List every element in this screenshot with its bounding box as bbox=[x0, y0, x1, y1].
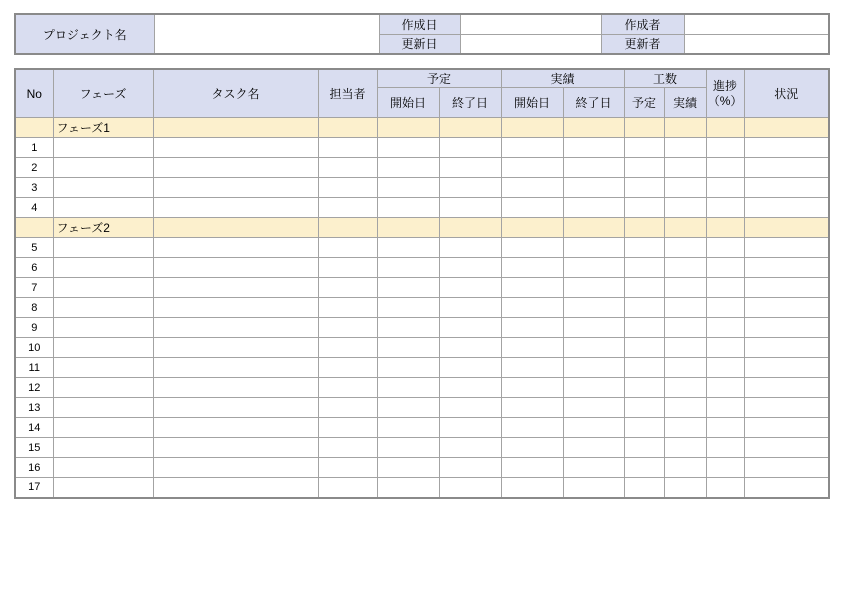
task-effort-actual-cell[interactable] bbox=[664, 438, 706, 458]
task-status-cell[interactable] bbox=[744, 138, 829, 158]
progress-label-line2: （%） bbox=[707, 93, 743, 108]
task-status-cell[interactable] bbox=[744, 378, 829, 398]
task-assignee-cell[interactable] bbox=[318, 258, 377, 278]
task-effort-planned-cell[interactable] bbox=[624, 358, 664, 378]
task-task-name-cell[interactable] bbox=[153, 358, 318, 378]
col-header-planned-end: 終了日 bbox=[439, 88, 501, 118]
task-actual-start-cell[interactable] bbox=[501, 438, 563, 458]
phase-effort-actual-cell[interactable] bbox=[664, 218, 706, 238]
col-header-no: No bbox=[15, 69, 53, 118]
task-actual-start-cell[interactable] bbox=[501, 238, 563, 258]
task-task-name-cell[interactable] bbox=[153, 378, 318, 398]
task-effort-planned-cell[interactable] bbox=[624, 178, 664, 198]
task-effort-planned-cell[interactable] bbox=[624, 138, 664, 158]
task-planned-end-cell[interactable] bbox=[439, 318, 501, 338]
row-no-cell: 14 bbox=[15, 418, 53, 438]
task-actual-end-cell[interactable] bbox=[563, 158, 624, 178]
task-effort-actual-cell[interactable] bbox=[664, 258, 706, 278]
task-actual-end-cell[interactable] bbox=[563, 358, 624, 378]
task-phase-cell[interactable] bbox=[53, 378, 153, 398]
task-task-name-cell[interactable] bbox=[153, 478, 318, 498]
task-actual-start-cell[interactable] bbox=[501, 298, 563, 318]
task-planned-start-cell[interactable] bbox=[377, 418, 439, 438]
task-effort-planned-cell[interactable] bbox=[624, 438, 664, 458]
task-phase-cell[interactable] bbox=[53, 158, 153, 178]
task-progress-cell[interactable] bbox=[706, 478, 744, 498]
task-progress-cell[interactable] bbox=[706, 318, 744, 338]
task-table-body bbox=[15, 118, 829, 498]
task-phase-cell[interactable] bbox=[53, 458, 153, 478]
task-status-cell[interactable] bbox=[744, 258, 829, 278]
task-actual-end-cell[interactable] bbox=[563, 198, 624, 218]
row-no-cell: 8 bbox=[15, 298, 53, 318]
task-planned-end-cell[interactable] bbox=[439, 378, 501, 398]
task-task-name-cell[interactable] bbox=[153, 398, 318, 418]
task-effort-actual-cell[interactable] bbox=[664, 338, 706, 358]
col-header-task-name: タスク名 bbox=[153, 69, 318, 118]
task-actual-start-cell[interactable] bbox=[501, 398, 563, 418]
project-name-value[interactable] bbox=[154, 14, 379, 54]
row-no-cell: 1 bbox=[15, 138, 53, 158]
task-task-name-cell[interactable] bbox=[153, 278, 318, 298]
task-planned-end-cell[interactable] bbox=[439, 198, 501, 218]
created-by-value[interactable] bbox=[684, 14, 829, 34]
task-planned-end-cell[interactable] bbox=[439, 418, 501, 438]
task-row bbox=[15, 358, 829, 378]
task-status-cell[interactable] bbox=[744, 238, 829, 258]
task-effort-actual-cell[interactable] bbox=[664, 478, 706, 498]
task-row bbox=[15, 138, 829, 158]
task-row bbox=[15, 318, 829, 338]
task-actual-start-cell[interactable] bbox=[501, 358, 563, 378]
row-no-cell: 7 bbox=[15, 278, 53, 298]
task-planned-end-cell[interactable] bbox=[439, 478, 501, 498]
task-progress-cell[interactable] bbox=[706, 158, 744, 178]
task-status-cell[interactable] bbox=[744, 438, 829, 458]
phase-effort-actual-cell[interactable] bbox=[664, 118, 706, 138]
task-assignee-cell[interactable] bbox=[318, 418, 377, 438]
row-no-cell: 4 bbox=[15, 198, 53, 218]
phase-actual-end-cell[interactable] bbox=[563, 218, 624, 238]
task-effort-planned-cell[interactable] bbox=[624, 378, 664, 398]
task-progress-cell[interactable] bbox=[706, 398, 744, 418]
row-no-cell: 10 bbox=[15, 338, 53, 358]
phase-task-name-cell[interactable] bbox=[153, 218, 318, 238]
row-no-cell: 11 bbox=[15, 358, 53, 378]
project-name-label: プロジェクト名 bbox=[15, 14, 154, 54]
col-header-actual-end: 終了日 bbox=[563, 88, 624, 118]
updated-date-label: 更新日 bbox=[379, 34, 460, 54]
task-progress-cell[interactable] bbox=[706, 298, 744, 318]
task-phase-cell[interactable] bbox=[53, 438, 153, 458]
progress-label-line1: 進捗 bbox=[713, 78, 738, 93]
task-actual-start-cell[interactable] bbox=[501, 338, 563, 358]
task-task-name-cell[interactable] bbox=[153, 258, 318, 278]
row-no-cell: 5 bbox=[15, 238, 53, 258]
task-row bbox=[15, 478, 829, 498]
col-header-status: 状況 bbox=[744, 69, 829, 118]
task-effort-planned-cell[interactable] bbox=[624, 158, 664, 178]
phase-progress-cell[interactable] bbox=[706, 218, 744, 238]
task-planned-start-cell[interactable] bbox=[377, 138, 439, 158]
task-assignee-cell[interactable] bbox=[318, 278, 377, 298]
task-effort-planned-cell[interactable] bbox=[624, 458, 664, 478]
task-effort-planned-cell[interactable] bbox=[624, 258, 664, 278]
phase-header-row bbox=[15, 218, 829, 238]
task-phase-cell[interactable] bbox=[53, 138, 153, 158]
phase-planned-start-cell[interactable] bbox=[377, 118, 439, 138]
col-group-planned: 予定 bbox=[377, 69, 501, 88]
task-status-cell[interactable] bbox=[744, 478, 829, 498]
task-phase-cell[interactable] bbox=[53, 398, 153, 418]
task-row bbox=[15, 418, 829, 438]
task-actual-start-cell[interactable] bbox=[501, 178, 563, 198]
task-row bbox=[15, 338, 829, 358]
task-effort-actual-cell[interactable] bbox=[664, 138, 706, 158]
task-planned-end-cell[interactable] bbox=[439, 138, 501, 158]
task-task-name-cell[interactable] bbox=[153, 418, 318, 438]
task-actual-end-cell[interactable] bbox=[563, 478, 624, 498]
task-progress-cell[interactable] bbox=[706, 178, 744, 198]
task-effort-actual-cell[interactable] bbox=[664, 198, 706, 218]
row-no-cell: 2 bbox=[15, 158, 53, 178]
col-group-effort: 工数 bbox=[624, 69, 706, 88]
task-planned-end-cell[interactable] bbox=[439, 458, 501, 478]
task-row bbox=[15, 178, 829, 198]
task-status-cell[interactable] bbox=[744, 178, 829, 198]
task-actual-end-cell[interactable] bbox=[563, 238, 624, 258]
task-progress-cell[interactable] bbox=[706, 418, 744, 438]
phase-name-cell[interactable]: フェーズ2 bbox=[53, 218, 153, 238]
phase-actual-start-cell[interactable] bbox=[501, 218, 563, 238]
project-info-table bbox=[14, 13, 830, 55]
task-planned-start-cell[interactable] bbox=[377, 338, 439, 358]
task-actual-end-cell[interactable] bbox=[563, 418, 624, 438]
row-no-cell: 3 bbox=[15, 178, 53, 198]
task-actual-start-cell[interactable] bbox=[501, 158, 563, 178]
task-planned-end-cell[interactable] bbox=[439, 258, 501, 278]
phase-effort-planned-cell[interactable] bbox=[624, 218, 664, 238]
task-progress-cell[interactable] bbox=[706, 238, 744, 258]
phase-assignee-cell[interactable] bbox=[318, 118, 377, 138]
task-assignee-cell[interactable] bbox=[318, 358, 377, 378]
phase-task-name-cell[interactable] bbox=[153, 118, 318, 138]
col-group-actual: 実績 bbox=[501, 69, 624, 88]
task-actual-end-cell[interactable] bbox=[563, 278, 624, 298]
task-progress-cell[interactable] bbox=[706, 258, 744, 278]
task-effort-actual-cell[interactable] bbox=[664, 318, 706, 338]
task-task-name-cell[interactable] bbox=[153, 198, 318, 218]
task-actual-end-cell[interactable] bbox=[563, 458, 624, 478]
task-actual-start-cell[interactable] bbox=[501, 418, 563, 438]
phase-assignee-cell[interactable] bbox=[318, 218, 377, 238]
task-planned-end-cell[interactable] bbox=[439, 358, 501, 378]
row-no-cell: 16 bbox=[15, 458, 53, 478]
task-assignee-cell[interactable] bbox=[318, 238, 377, 258]
task-planned-start-cell[interactable] bbox=[377, 198, 439, 218]
task-planned-end-cell[interactable] bbox=[439, 298, 501, 318]
task-effort-actual-cell[interactable] bbox=[664, 378, 706, 398]
created-date-label: 作成日 bbox=[379, 14, 460, 34]
task-planned-start-cell[interactable] bbox=[377, 258, 439, 278]
task-actual-end-cell[interactable] bbox=[563, 398, 624, 418]
task-assignee-cell[interactable] bbox=[318, 338, 377, 358]
task-effort-planned-cell[interactable] bbox=[624, 278, 664, 298]
task-planned-end-cell[interactable] bbox=[439, 398, 501, 418]
task-task-name-cell[interactable] bbox=[153, 178, 318, 198]
task-row bbox=[15, 258, 829, 278]
task-status-cell[interactable] bbox=[744, 338, 829, 358]
task-progress-cell[interactable] bbox=[706, 438, 744, 458]
task-actual-end-cell[interactable] bbox=[563, 378, 624, 398]
task-effort-actual-cell[interactable] bbox=[664, 298, 706, 318]
phase-status-cell[interactable] bbox=[744, 218, 829, 238]
task-phase-cell[interactable] bbox=[53, 318, 153, 338]
task-actual-start-cell[interactable] bbox=[501, 378, 563, 398]
task-assignee-cell[interactable] bbox=[318, 158, 377, 178]
task-assignee-cell[interactable] bbox=[318, 398, 377, 418]
row-no-cell: 12 bbox=[15, 378, 53, 398]
phase-actual-start-cell[interactable] bbox=[501, 118, 563, 138]
updated-date-value[interactable] bbox=[460, 34, 601, 54]
row-no-cell: 15 bbox=[15, 438, 53, 458]
task-planned-start-cell[interactable] bbox=[377, 298, 439, 318]
task-planned-start-cell[interactable] bbox=[377, 438, 439, 458]
task-status-cell[interactable] bbox=[744, 318, 829, 338]
task-assignee-cell[interactable] bbox=[318, 298, 377, 318]
task-planned-end-cell[interactable] bbox=[439, 338, 501, 358]
phase-planned-end-cell[interactable] bbox=[439, 118, 501, 138]
task-status-cell[interactable] bbox=[744, 198, 829, 218]
task-list-table bbox=[14, 68, 830, 499]
row-no-cell bbox=[15, 118, 53, 138]
task-status-cell[interactable] bbox=[744, 398, 829, 418]
task-phase-cell[interactable] bbox=[53, 278, 153, 298]
task-row bbox=[15, 298, 829, 318]
task-actual-start-cell[interactable] bbox=[501, 198, 563, 218]
task-status-cell[interactable] bbox=[744, 418, 829, 438]
task-actual-start-cell[interactable] bbox=[501, 138, 563, 158]
task-phase-cell[interactable] bbox=[53, 298, 153, 318]
task-assignee-cell[interactable] bbox=[318, 178, 377, 198]
updated-by-value[interactable] bbox=[684, 34, 829, 54]
task-actual-end-cell[interactable] bbox=[563, 318, 624, 338]
task-status-cell[interactable] bbox=[744, 298, 829, 318]
task-planned-start-cell[interactable] bbox=[377, 278, 439, 298]
created-date-value[interactable] bbox=[460, 14, 601, 34]
task-planned-end-cell[interactable] bbox=[439, 178, 501, 198]
task-progress-cell[interactable] bbox=[706, 338, 744, 358]
task-planned-start-cell[interactable] bbox=[377, 398, 439, 418]
task-actual-start-cell[interactable] bbox=[501, 478, 563, 498]
task-task-name-cell[interactable] bbox=[153, 318, 318, 338]
row-no-cell: 9 bbox=[15, 318, 53, 338]
phase-planned-start-cell[interactable] bbox=[377, 218, 439, 238]
task-status-cell[interactable] bbox=[744, 458, 829, 478]
task-row bbox=[15, 378, 829, 398]
task-effort-actual-cell[interactable] bbox=[664, 398, 706, 418]
updated-by-label: 更新者 bbox=[601, 34, 684, 54]
task-progress-cell[interactable] bbox=[706, 198, 744, 218]
task-task-name-cell[interactable] bbox=[153, 338, 318, 358]
task-effort-actual-cell[interactable] bbox=[664, 158, 706, 178]
task-table-header bbox=[15, 69, 829, 118]
task-actual-end-cell[interactable] bbox=[563, 438, 624, 458]
task-phase-cell[interactable] bbox=[53, 478, 153, 498]
task-actual-start-cell[interactable] bbox=[501, 318, 563, 338]
task-actual-start-cell[interactable] bbox=[501, 258, 563, 278]
task-planned-end-cell[interactable] bbox=[439, 278, 501, 298]
task-effort-planned-cell[interactable] bbox=[624, 298, 664, 318]
task-task-name-cell[interactable] bbox=[153, 458, 318, 478]
task-effort-actual-cell[interactable] bbox=[664, 458, 706, 478]
phase-planned-end-cell[interactable] bbox=[439, 218, 501, 238]
task-effort-planned-cell[interactable] bbox=[624, 238, 664, 258]
task-assignee-cell[interactable] bbox=[318, 198, 377, 218]
task-phase-cell[interactable] bbox=[53, 338, 153, 358]
task-planned-start-cell[interactable] bbox=[377, 458, 439, 478]
phase-effort-planned-cell[interactable] bbox=[624, 118, 664, 138]
task-effort-planned-cell[interactable] bbox=[624, 318, 664, 338]
col-header-effort-planned: 予定 bbox=[624, 88, 664, 118]
task-status-cell[interactable] bbox=[744, 358, 829, 378]
header-group-row bbox=[15, 69, 829, 88]
task-effort-actual-cell[interactable] bbox=[664, 178, 706, 198]
task-progress-cell[interactable] bbox=[706, 378, 744, 398]
task-actual-end-cell[interactable] bbox=[563, 258, 624, 278]
task-planned-start-cell[interactable] bbox=[377, 378, 439, 398]
row-no-cell: 17 bbox=[15, 478, 53, 498]
task-effort-planned-cell[interactable] bbox=[624, 398, 664, 418]
task-row bbox=[15, 238, 829, 258]
task-effort-planned-cell[interactable] bbox=[624, 198, 664, 218]
task-planned-start-cell[interactable] bbox=[377, 358, 439, 378]
task-assignee-cell[interactable] bbox=[318, 438, 377, 458]
col-header-phase: フェーズ bbox=[53, 69, 153, 118]
created-by-label: 作成者 bbox=[601, 14, 684, 34]
task-phase-cell[interactable] bbox=[53, 178, 153, 198]
task-task-name-cell[interactable] bbox=[153, 238, 318, 258]
task-row bbox=[15, 438, 829, 458]
row-no-cell: 6 bbox=[15, 258, 53, 278]
info-row-1 bbox=[15, 14, 829, 34]
task-row bbox=[15, 398, 829, 418]
task-planned-start-cell[interactable] bbox=[377, 178, 439, 198]
task-phase-cell[interactable] bbox=[53, 198, 153, 218]
task-assignee-cell[interactable] bbox=[318, 458, 377, 478]
task-row bbox=[15, 158, 829, 178]
task-progress-cell[interactable] bbox=[706, 358, 744, 378]
phase-status-cell[interactable] bbox=[744, 118, 829, 138]
task-actual-end-cell[interactable] bbox=[563, 338, 624, 358]
task-planned-start-cell[interactable] bbox=[377, 478, 439, 498]
task-assignee-cell[interactable] bbox=[318, 138, 377, 158]
phase-actual-end-cell[interactable] bbox=[563, 118, 624, 138]
task-assignee-cell[interactable] bbox=[318, 478, 377, 498]
task-actual-end-cell[interactable] bbox=[563, 178, 624, 198]
task-actual-end-cell[interactable] bbox=[563, 298, 624, 318]
task-effort-planned-cell[interactable] bbox=[624, 338, 664, 358]
task-progress-cell[interactable] bbox=[706, 138, 744, 158]
task-task-name-cell[interactable] bbox=[153, 298, 318, 318]
phase-header-row bbox=[15, 118, 829, 138]
col-header-assignee: 担当者 bbox=[318, 69, 377, 118]
col-header-progress bbox=[706, 69, 744, 118]
col-header-actual-start: 開始日 bbox=[501, 88, 563, 118]
task-effort-planned-cell[interactable] bbox=[624, 418, 664, 438]
task-effort-actual-cell[interactable] bbox=[664, 238, 706, 258]
task-actual-start-cell[interactable] bbox=[501, 458, 563, 478]
row-no-cell: 13 bbox=[15, 398, 53, 418]
task-task-name-cell[interactable] bbox=[153, 438, 318, 458]
task-status-cell[interactable] bbox=[744, 158, 829, 178]
task-planned-start-cell[interactable] bbox=[377, 158, 439, 178]
task-planned-end-cell[interactable] bbox=[439, 238, 501, 258]
task-row bbox=[15, 198, 829, 218]
task-phase-cell[interactable] bbox=[53, 358, 153, 378]
task-progress-cell[interactable] bbox=[706, 458, 744, 478]
task-row bbox=[15, 278, 829, 298]
task-phase-cell[interactable] bbox=[53, 238, 153, 258]
task-task-name-cell[interactable] bbox=[153, 158, 318, 178]
task-status-cell[interactable] bbox=[744, 278, 829, 298]
task-planned-end-cell[interactable] bbox=[439, 158, 501, 178]
col-header-planned-start: 開始日 bbox=[377, 88, 439, 118]
task-row bbox=[15, 458, 829, 478]
task-phase-cell[interactable] bbox=[53, 418, 153, 438]
task-planned-start-cell[interactable] bbox=[377, 318, 439, 338]
row-no-cell bbox=[15, 218, 53, 238]
task-phase-cell[interactable] bbox=[53, 258, 153, 278]
task-task-name-cell[interactable] bbox=[153, 138, 318, 158]
task-planned-start-cell[interactable] bbox=[377, 238, 439, 258]
col-header-effort-actual: 実績 bbox=[664, 88, 706, 118]
task-assignee-cell[interactable] bbox=[318, 318, 377, 338]
task-effort-actual-cell[interactable] bbox=[664, 418, 706, 438]
task-planned-end-cell[interactable] bbox=[439, 438, 501, 458]
phase-name-cell[interactable]: フェーズ1 bbox=[53, 118, 153, 138]
task-assignee-cell[interactable] bbox=[318, 378, 377, 398]
task-effort-actual-cell[interactable] bbox=[664, 278, 706, 298]
task-progress-cell[interactable] bbox=[706, 278, 744, 298]
task-effort-planned-cell[interactable] bbox=[624, 478, 664, 498]
task-actual-start-cell[interactable] bbox=[501, 278, 563, 298]
phase-progress-cell[interactable] bbox=[706, 118, 744, 138]
task-actual-end-cell[interactable] bbox=[563, 138, 624, 158]
task-effort-actual-cell[interactable] bbox=[664, 358, 706, 378]
